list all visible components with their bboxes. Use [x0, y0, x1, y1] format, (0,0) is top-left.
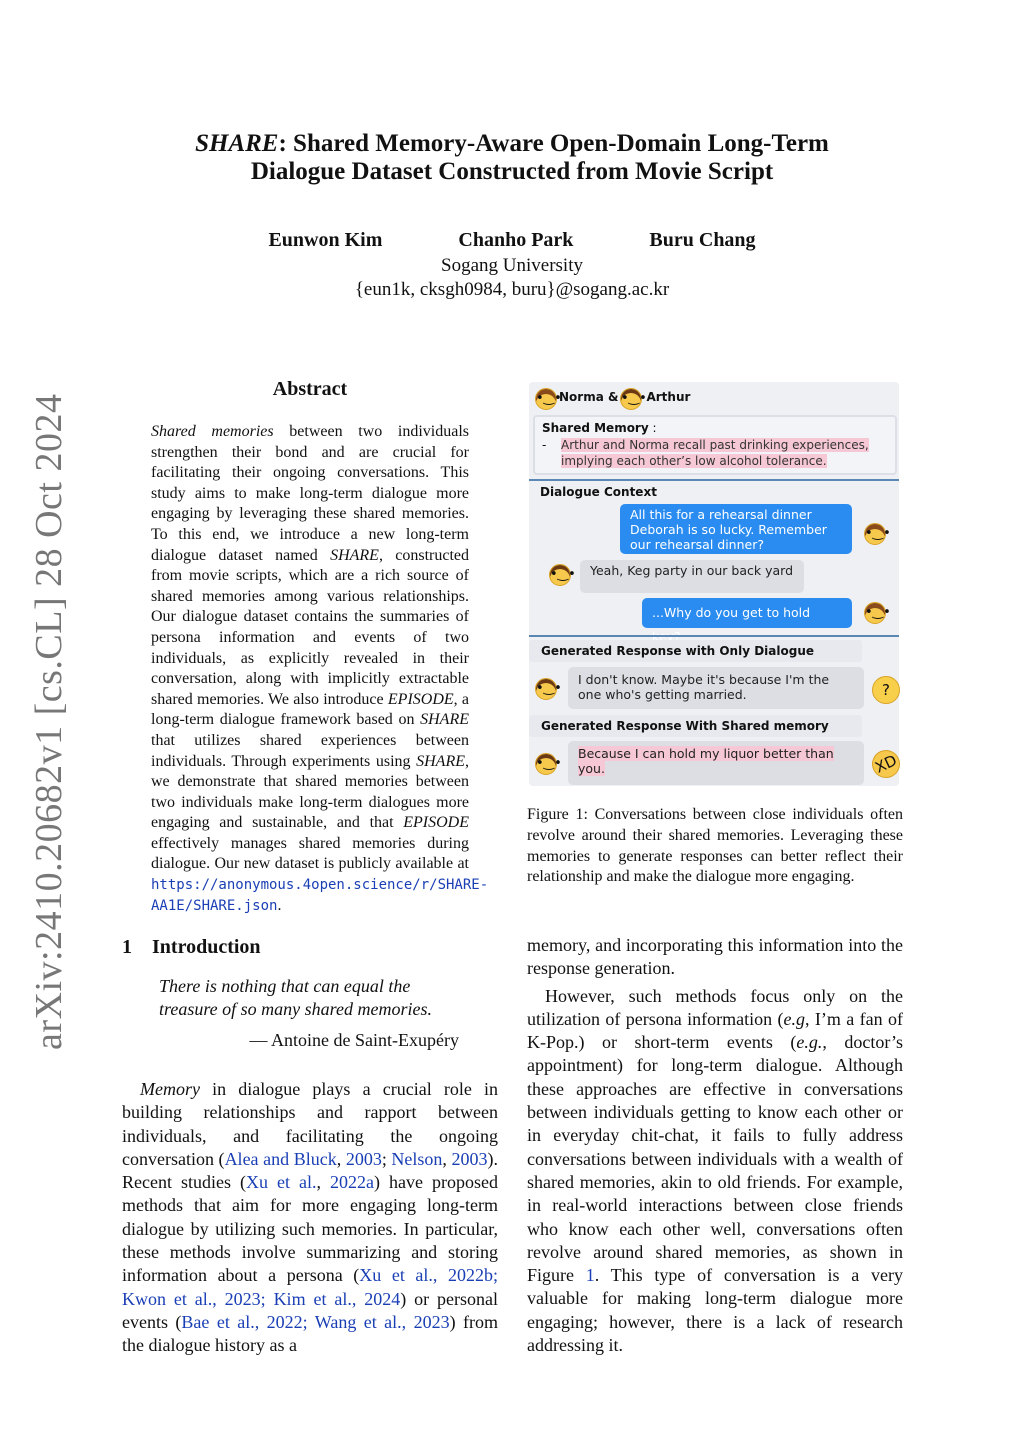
paper-title: [140, 130, 884, 186]
author-list: [200, 229, 824, 252]
boy-face-icon: •‿•: [535, 678, 557, 700]
shared-memory-colon: :: [648, 421, 657, 435]
abstract-text: .: [277, 896, 282, 914]
citation-link[interactable]: Alea and Bluck: [224, 1148, 337, 1169]
response-highlight: Because I can hold my liquor better than you.: [578, 746, 834, 776]
intro-text: ,: [316, 1172, 331, 1193]
author-name: Chanho Park: [458, 229, 574, 251]
abstract-italic: SHARE: [416, 752, 465, 770]
intro-column-right: [527, 934, 903, 1361]
epigraph: There is nothing that can equal the treasure of so many shared memories.: [159, 976, 432, 1019]
message-bubble-arthur: Yeah, Keg party in our back yard: [580, 560, 804, 593]
boy-face-icon: •‿•: [535, 753, 557, 775]
section-title: Introduction: [152, 936, 261, 958]
girl-face-icon: •‿•: [864, 602, 886, 624]
intro-text: , doctor’s appointment) for long-term dialogue. Although these approaches are effective in conversations between individuals getting to know each other or in everyday chit-chat, it fails to fully address conversations between individuals with a wealth of shared memories, akin to old friends. For example, in real-world interactions between close friends who know each other well, conversations often revolve around shared memories, as shown in Figure: [527, 1032, 903, 1286]
participants-label: [559, 390, 690, 404]
intro-paragraph: [527, 985, 903, 1358]
figure-caption: Figure 1: Conversations between close individuals often revolve around their shared memories. Leveraging these memories to generate responses can better reflect their relationship and make the dialogue more engaging.: [527, 806, 903, 886]
participant-norma: Norma &: [559, 390, 619, 404]
intro-heading: [122, 936, 261, 959]
intro-text: ) or personal events (: [122, 1288, 498, 1332]
participant-arthur: Arthur: [646, 390, 691, 404]
title-line1: : Shared Memory-Aware Open-Domain Long-Term: [278, 130, 829, 157]
section-divider: [529, 635, 899, 637]
figure-1: [529, 382, 899, 786]
abstract-text: , constructed from movie scripts, which are a rich source of shared memories among various relationships. Our dialogue dataset contains the summaries of persona information and events of two individuals, as explicitly revealed in their conversation, along with implicitly extractable shared memories. We also introduce: [151, 546, 470, 708]
thinking-face-icon: ?: [872, 676, 900, 704]
dialogue-context-label: Dialogue Context: [540, 485, 657, 499]
citation-link[interactable]: Bae et al., 2022; Wang et al., 2023: [181, 1311, 450, 1332]
intro-italic: e.g: [783, 1008, 805, 1029]
shared-memory-box: [533, 415, 897, 475]
abstract-body: [151, 422, 489, 916]
rolling-laughing-face-icon: XD: [867, 745, 904, 782]
title-share: SHARE: [195, 130, 279, 157]
boy-face-icon: •‿•: [549, 564, 571, 586]
gen1-label: Generated Response with Only Dialogue: [541, 644, 814, 658]
abstract-italic: EPISODE: [387, 690, 454, 708]
abstract-italic: Shared memories: [151, 423, 274, 440]
shared-memory-text: [561, 437, 887, 469]
boy-face-icon: •‿•: [620, 388, 642, 410]
shared-memory-dash: -: [542, 438, 547, 452]
intro-paragraph: memory, and incorporating this information into the response generation.: [527, 935, 903, 979]
abstract-text: between two individuals strengthen their bond and are crucial for facilitating their ongoing conversations. This study aims to make long-term dialogue more engaging by leveraging these shared memories. To this end, we introduce a new long-term dialogue dataset named: [151, 423, 469, 564]
author-emails: {eun1k, cksgh0984, buru}@sogang.ac.kr: [354, 279, 670, 300]
message-bubble-norma: All this for a rehearsal dinner Deborah is so lucky. Remember our rehearsal dinner?: [620, 504, 852, 554]
intro-text: in dialogue plays a crucial role in building relationships and rapport between individuals, and facilitating the ongoing conversation (: [122, 1079, 498, 1169]
intro-text: ) from the dialogue history as a: [122, 1311, 499, 1356]
intro-italic: e.g.: [796, 1032, 823, 1053]
intro-italic: Memory: [140, 1079, 200, 1099]
girl-face-icon: •‿•: [535, 388, 557, 410]
author-name: Buru Chang: [649, 229, 756, 251]
citation-link[interactable]: 2003: [451, 1148, 488, 1169]
intro-text: ) have proposed methods that aim for more engaging long-term dialogue by utilizing such memories. In particular, these methods involve summarizing and storing information about a persona (: [122, 1172, 498, 1286]
response-bubble-shared-memory: [568, 741, 864, 785]
arxiv-stamp: arXiv:2410.20682v1 [cs.CL] 28 Oct 2024: [28, 393, 70, 1050]
citation-link[interactable]: 2022a: [330, 1172, 375, 1193]
section-number: 1: [122, 936, 132, 958]
intro-text: ). Recent studies (: [122, 1148, 498, 1193]
author-name: Eunwon Kim: [268, 229, 383, 251]
citation-link[interactable]: Nelson: [391, 1148, 443, 1169]
intro-text: ;: [381, 1148, 392, 1169]
epigraph-author: — Antoine de Saint-Exupéry: [249, 1030, 459, 1050]
affiliation-block: [200, 254, 824, 302]
dataset-url-link[interactable]: https://anonymous.4open.science/r/SHARE-AA1E/SHARE.json: [151, 877, 489, 914]
message-bubble-norma: ...Why do you get to hold: [642, 598, 852, 628]
abstract-text: that utilizes shared experiences between individuals. Through experiments using: [151, 731, 469, 770]
abstract-text: effectively manages shared memories during dialogue. Our new dataset is publicly available at: [151, 834, 469, 873]
intro-text: ,: [442, 1148, 452, 1169]
intro-text: However, such methods focus only on the utilization of persona information (: [527, 985, 903, 1029]
girl-face-icon: •‿•: [864, 523, 886, 545]
shared-memory-title: [542, 421, 657, 435]
intro-text: . This type of conversation is a very valuable for making long-term dialogue more engaging; however, there is a lack of research addressing it.: [527, 1265, 903, 1356]
title-line2: Dialogue Dataset Constructed from Movie Script: [250, 158, 774, 185]
citation-link[interactable]: Xu et al.: [246, 1172, 317, 1193]
figure-ref-link[interactable]: 1: [585, 1265, 595, 1286]
citation-link[interactable]: 2003: [345, 1148, 382, 1169]
abstract-text: , a long-term dialogue framework based on: [151, 690, 469, 729]
intro-paragraph-left: [122, 1078, 498, 1358]
section-divider: [529, 479, 899, 481]
abstract-italic: SHARE: [420, 711, 469, 729]
intro-text: , I’m a fan of K-Pop.) or short-term events (: [527, 1008, 903, 1053]
abstract-italic: EPISODE: [403, 814, 469, 832]
shared-memory-highlight: Arthur and Norma recall past drinking experiences, implying each other’s low alcohol tolerance.: [561, 438, 869, 468]
intro-text: ,: [336, 1148, 346, 1169]
abstract-text: , we demonstrate that shared memories between two individuals make long-term dialogues more engaging and sustainable, and that: [151, 752, 469, 832]
response-bubble-dialogue-only: I don't know. Maybe it's because I'm the one who's getting married.: [568, 667, 864, 709]
abstract-italic: SHARE: [330, 546, 379, 564]
gen2-label: Generated Response With Shared memory: [541, 719, 829, 733]
shared-memory-label: Shared Memory: [542, 421, 649, 435]
abstract-heading: Abstract: [272, 378, 348, 400]
citation-link[interactable]: Xu et al., 2022b; Kwon et al., 2023; Kim et al., 2024: [122, 1265, 498, 1309]
affiliation: Sogang University: [441, 255, 583, 276]
